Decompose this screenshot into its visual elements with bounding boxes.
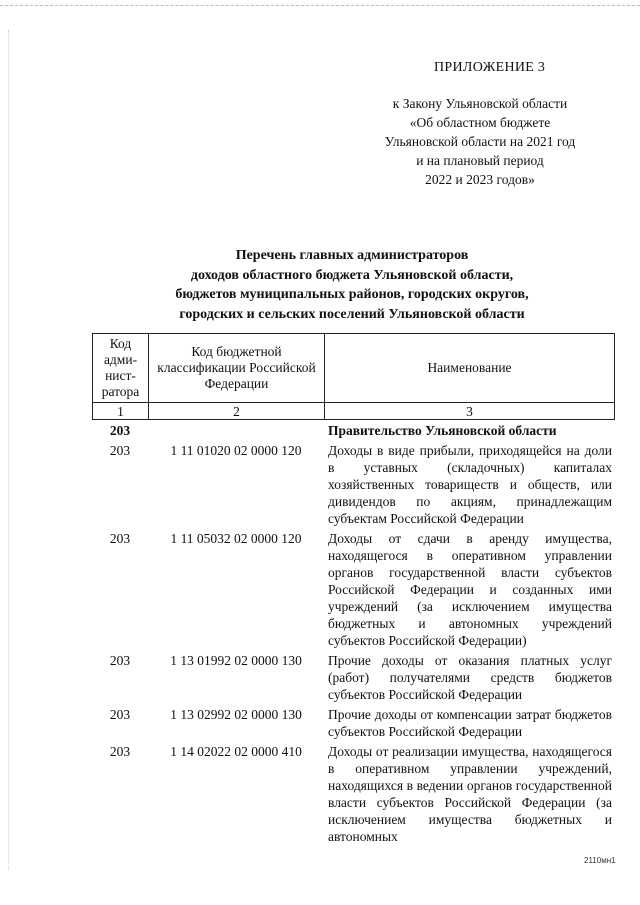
revenue-name: Доходы в виде прибыли, приходящейся на доли в уставных (складочных) капиталах хозяйственных товариществ и обществ, или дивидендов по акциям, принадлежащим субъектам Российской Федерации	[328, 443, 612, 526]
column-header-admin-code: Код адми- нист- ратора	[93, 334, 149, 403]
budget-code: 1 11 01020 02 0000 120	[170, 443, 302, 458]
admin-code: 203	[109, 653, 131, 668]
document-title	[92, 246, 612, 324]
law-line: Ульяновской области на 2021 год	[384, 134, 576, 149]
scan-top-edge	[0, 5, 640, 6]
table-row	[92, 422, 614, 439]
table-row	[92, 743, 614, 845]
column-header-budget-code: Код бюджетной классификации Российской Федерации	[149, 334, 325, 403]
title-line: доходов областного бюджета Ульяновской области,	[190, 267, 514, 283]
footer-mark: 2110мн1	[584, 856, 616, 865]
budget-code: 1 13 02992 02 0000 130	[170, 707, 302, 722]
admin-code: 203	[109, 531, 131, 546]
scan-left-edge	[8, 30, 9, 870]
law-reference	[350, 94, 610, 189]
admin-code: 203	[109, 707, 131, 722]
column-number: 2	[149, 403, 325, 420]
revenue-name: Прочие доходы от компенсации затрат бюджетов субъектов Российской Федерации	[328, 707, 612, 739]
budget-code	[148, 422, 324, 439]
title-line: городских и сельских поселений Ульяновской области	[179, 306, 525, 322]
revenue-name: Правительство Ульяновской области	[328, 423, 557, 438]
law-line: к Закону Ульяновской области	[392, 96, 568, 111]
law-line: и на плановый период	[416, 153, 544, 168]
revenue-name: Доходы от реализации имущества, находящегося в оперативном управлении учреждений, находящихся в ведении органов государственной власти субъектов Российской Федерации (за исключением имущества бюджетных и автономных	[328, 744, 612, 844]
appendix-label: ПРИЛОЖЕНИЕ 3	[434, 60, 546, 75]
table-row	[92, 706, 614, 740]
title-line: Перечень главных администраторов	[235, 248, 469, 263]
table-body	[92, 422, 614, 848]
column-number: 3	[325, 403, 615, 420]
law-line: «Об областном бюджете	[409, 115, 551, 130]
table-row	[92, 442, 614, 527]
admin-code: 203	[109, 443, 131, 458]
budget-code: 1 11 05032 02 0000 120	[170, 531, 302, 546]
revenue-name: Доходы от сдачи в аренду имущества, находящегося в оперативном управлении органов государственной власти субъектов Российской Федерации и созданных ими учреждений (за исключением имущества бюджетных и автономных учреждений субъектов Российской Федерации)	[328, 531, 612, 648]
column-number: 1	[93, 403, 149, 420]
table-row	[92, 530, 614, 649]
admin-code: 203	[109, 744, 131, 759]
law-line: 2022 и 2023 годов»	[425, 172, 535, 187]
revenue-name: Прочие доходы от оказания платных услуг (работ) получателями средств бюджетов субъектов Российской Федерации	[328, 653, 612, 702]
administrators-table-header	[92, 333, 615, 420]
column-header-name: Наименование	[325, 334, 615, 403]
title-line: бюджетов муниципальных районов, городских округов,	[175, 287, 529, 302]
budget-code: 1 13 01992 02 0000 130	[170, 653, 302, 668]
table-row	[92, 652, 614, 703]
budget-code: 1 14 02022 02 0000 410	[170, 744, 302, 759]
admin-code: 203	[109, 423, 131, 438]
